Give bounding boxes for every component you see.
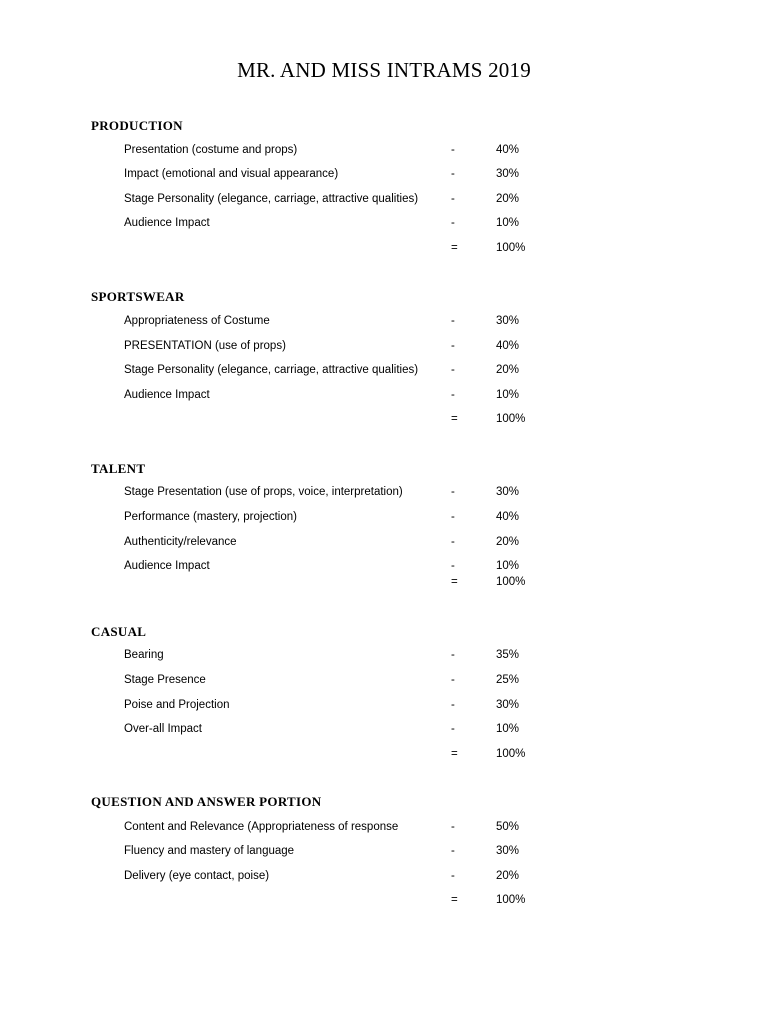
section-heading-sportswear: SPORTSWEAR: [91, 289, 185, 304]
criterion-label: Content and Relevance (Appropriateness of response: [124, 821, 399, 833]
criterion-label: Fluency and mastery of language: [124, 845, 295, 857]
total-separator: =: [451, 576, 458, 588]
criterion-percentage: 10%: [496, 723, 520, 735]
criterion-label: Audience Impact: [124, 389, 210, 401]
criterion-label: Performance (mastery, projection): [124, 511, 297, 523]
criterion-label: Appropriateness of Costume: [124, 315, 270, 327]
criterion-percentage: 30%: [496, 699, 520, 711]
criterion-percentage: 10%: [496, 560, 520, 572]
criterion-percentage: 40%: [496, 144, 520, 156]
criterion-label: Stage Presence: [124, 674, 206, 686]
criterion-percentage: 20%: [496, 364, 520, 376]
criterion-percentage: 10%: [496, 389, 520, 401]
criterion-percentage: 30%: [496, 315, 520, 327]
criterion-label: Impact (emotional and visual appearance): [124, 168, 339, 180]
criterion-label: Audience Impact: [124, 217, 210, 229]
criterion-percentage: 40%: [496, 511, 520, 523]
section-heading-casual: CASUAL: [91, 624, 147, 639]
criterion-separator: -: [451, 144, 455, 156]
criterion-label: Authenticity/relevance: [124, 536, 237, 548]
criterion-label: Bearing: [124, 649, 164, 661]
criterion-separator: -: [451, 821, 455, 833]
criterion-separator: -: [451, 168, 455, 180]
total-separator: =: [451, 413, 458, 425]
criterion-separator: -: [451, 340, 455, 352]
criterion-separator: -: [451, 217, 455, 229]
criterion-percentage: 25%: [496, 674, 520, 686]
criterion-separator: -: [451, 870, 455, 882]
criterion-separator: -: [451, 511, 455, 523]
criterion-separator: -: [451, 486, 455, 498]
criterion-percentage: 30%: [496, 845, 520, 857]
criterion-percentage: 30%: [496, 168, 520, 180]
section-heading-question-and-answer: QUESTION AND ANSWER PORTION: [91, 794, 322, 809]
section-heading-talent: TALENT: [91, 461, 146, 476]
criterion-separator: -: [451, 193, 455, 205]
criterion-separator: -: [451, 649, 455, 661]
total-percentage: 100%: [496, 413, 526, 425]
criterion-label: Stage Presentation (use of props, voice, interpretation): [124, 486, 403, 498]
criterion-label: Stage Personality (elegance, carriage, attractive qualities): [124, 364, 419, 376]
criterion-label: Delivery (eye contact, poise): [124, 870, 270, 882]
criterion-percentage: 20%: [496, 536, 520, 548]
criterion-label: Audience Impact: [124, 560, 210, 572]
criterion-separator: -: [451, 560, 455, 572]
criterion-separator: -: [451, 536, 455, 548]
total-separator: =: [451, 242, 458, 254]
criterion-label: PRESENTATION (use of props): [124, 340, 286, 352]
total-percentage: 100%: [496, 576, 526, 588]
total-separator: =: [451, 894, 458, 906]
total-percentage: 100%: [496, 242, 526, 254]
criterion-separator: -: [451, 845, 455, 857]
criterion-percentage: 50%: [496, 821, 520, 833]
criterion-percentage: 30%: [496, 486, 520, 498]
criterion-percentage: 20%: [496, 870, 520, 882]
criterion-label: Poise and Projection: [124, 699, 230, 711]
total-percentage: 100%: [496, 748, 526, 760]
criterion-separator: -: [451, 674, 455, 686]
criterion-percentage: 10%: [496, 217, 520, 229]
criterion-percentage: 35%: [496, 649, 520, 661]
criterion-separator: -: [451, 723, 455, 735]
criterion-label: Stage Personality (elegance, carriage, attractive qualities): [124, 193, 419, 205]
criterion-percentage: 40%: [496, 340, 520, 352]
criterion-separator: -: [451, 315, 455, 327]
document-title: MR. AND MISS INTRAMS 2019: [237, 58, 531, 82]
criterion-label: Presentation (costume and props): [124, 144, 298, 156]
criterion-separator: -: [451, 364, 455, 376]
total-percentage: 100%: [496, 894, 526, 906]
total-separator: =: [451, 748, 458, 760]
criterion-label: Over-all Impact: [124, 723, 202, 735]
criterion-separator: -: [451, 389, 455, 401]
criterion-separator: -: [451, 699, 455, 711]
criterion-percentage: 20%: [496, 193, 520, 205]
section-heading-production: PRODUCTION: [91, 118, 183, 133]
